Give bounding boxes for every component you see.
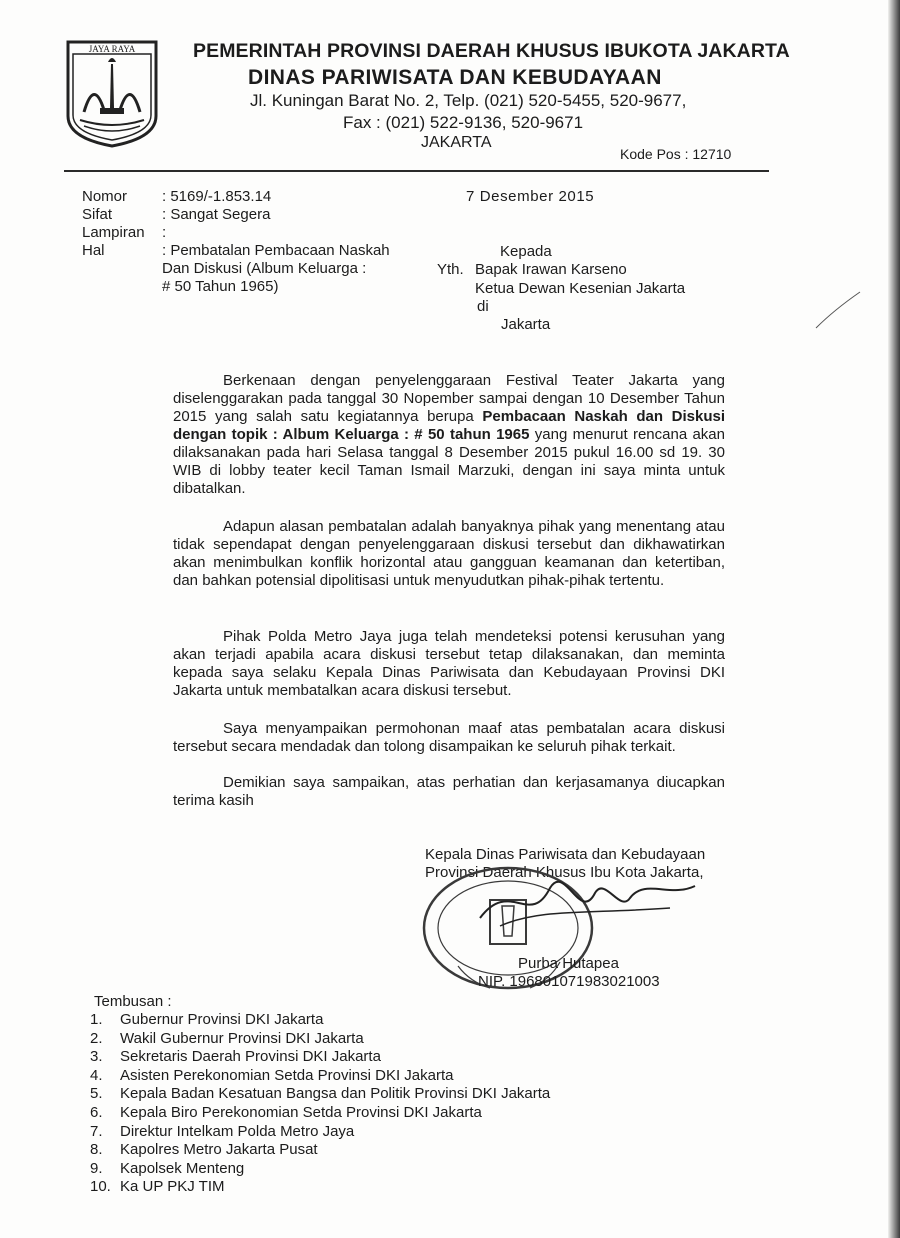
tembusan-item-text: Kepala Biro Perekonomian Setda Provinsi DKI Jakarta (120, 1103, 482, 1121)
tembusan-item (90, 1123, 550, 1142)
tembusan-item-number: 5. (90, 1085, 103, 1103)
meta-value-lampiran: : (162, 224, 167, 241)
tembusan-item-text: Gubernur Provinsi DKI Jakarta (120, 1011, 324, 1028)
tembusan-item (90, 1011, 550, 1030)
recipient-name: Bapak Irawan Karseno (475, 261, 627, 278)
meta-value-hal: : Pembatalan Pembacaan Naskah Dan Diskusi (Album Keluarga : # 50 Tahun 1965) (162, 242, 390, 295)
meta-value-sifat: : Sangat Segera (162, 206, 271, 223)
tembusan-item (90, 1030, 550, 1049)
tembusan-item-number: 8. (90, 1141, 103, 1159)
recipient-city: Jakarta (501, 316, 551, 333)
tembusan-item-text: Kepala Badan Kesatuan Bangsa dan Politik Provinsi DKI Jakarta (120, 1085, 551, 1103)
text-run: Berkenaan dengan penyelenggaraan Festival Teater Jakarta yang diselenggarakan pada tanggal 30 Nopember sampai dengan 10 Desember Tahun 2015 yang salah satu kegiatannya berupa (173, 372, 725, 425)
jakarta-emblem-icon (64, 38, 160, 148)
meta-label-sifat: Sifat (82, 206, 113, 223)
letterhead-address: Jl. Kuningan Barat No. 2, Telp. (021) 520-5455, 520-9677, (250, 91, 687, 110)
recipient-kepada: Kepada (500, 243, 552, 260)
tembusan-item-number: 3. (90, 1048, 103, 1066)
bold-text-run: Pembacaan Naskah dan Diskusi dengan topik : Album Keluarga : # 50 tahun 1965 (173, 408, 725, 443)
tembusan-item (90, 1141, 550, 1160)
tembusan-item-number: 9. (90, 1159, 103, 1177)
handwritten-signature-icon (470, 868, 700, 938)
tembusan-item-number: 6. (90, 1103, 103, 1121)
text-run: Adapun alasan pembatalan adalah banyaknya pihak yang menentang atau tidak sependapat dengan penyelenggaraan diskusi tersebut dan dikhawatirkan akan menimbulkan konflik horizontal atau gangguan keamanan dan ketertiban, dan bahkan potensial dipolitisasi untuk menyudutkan pihak-pihak tertentu. (173, 518, 725, 589)
tembusan-item-text: Direktur Intelkam Polda Metro Jaya (120, 1122, 355, 1140)
tembusan-item-text: Wakil Gubernur Provinsi DKI Jakarta (120, 1029, 364, 1047)
meta-value-nomor: : 5169/-1.853.14 (162, 188, 272, 205)
recipient-title: Ketua Dewan Kesenian Jakarta (475, 280, 686, 297)
letterhead-postal-code: Kode Pos : 12710 (620, 146, 732, 162)
recipient-di: di (477, 298, 489, 315)
letterhead-divider (64, 170, 769, 172)
tembusan-item-text: Kapolsek Menteng (120, 1159, 245, 1177)
tembusan-item-number: 10. (90, 1178, 111, 1196)
body-paragraph (173, 372, 725, 498)
body-paragraph (173, 720, 725, 756)
tembusan-item (90, 1048, 550, 1067)
tembusan-item-number: 4. (90, 1066, 103, 1084)
letter-date: 7 Desember 2015 (466, 188, 595, 205)
tembusan-item-text: Kapolres Metro Jakarta Pusat (120, 1141, 318, 1159)
signature-position-line2: Provinsi Daerah Khusus Ibu Kota Jakarta, (425, 864, 704, 881)
letterhead-agency: DINAS PARIWISATA DAN KEBUDAYAAN (248, 66, 662, 89)
tembusan-item-text: Asisten Perekonomian Setda Provinsi DKI Jakarta (120, 1066, 454, 1084)
letterhead-fax: Fax : (021) 522-9136, 520-9671 (343, 113, 584, 132)
signature-position-line1: Kepala Dinas Pariwisata dan Kebudayaan (425, 846, 706, 863)
tembusan-item (90, 1104, 550, 1123)
emblem-text: JAYA RAYA (88, 44, 136, 54)
meta-label-nomor: Nomor (82, 188, 128, 205)
tembusan-item-number: 1. (90, 1011, 103, 1028)
tembusan-item (90, 1160, 550, 1179)
tembusan-item (90, 1085, 550, 1104)
tembusan-list (90, 1011, 550, 1197)
text-run: yang menurut rencana akan dilaksanakan pada hari Selasa tanggal 8 Desember 2015 pukul 16.00 sd 19. 30 WIB di lobby teater kecil Taman Ismail Marzuki, dengan ini saya minta untuk dibatalkan. (173, 426, 725, 497)
tembusan-item-text: Sekretaris Daerah Provinsi DKI Jakarta (120, 1048, 381, 1066)
tembusan-item-number: 7. (90, 1122, 103, 1140)
meta-label-lampiran: Lampiran (82, 224, 145, 241)
tembusan-item-number: 2. (90, 1029, 103, 1047)
page-edge-shadow (888, 0, 900, 1238)
tembusan-item-text: Ka UP PKJ TIM (120, 1178, 225, 1196)
stray-pen-mark (814, 290, 864, 330)
body-paragraph (173, 774, 725, 810)
body-paragraph (173, 628, 725, 700)
letterhead-city: JAKARTA (421, 134, 492, 151)
recipient-yth: Yth. (437, 261, 464, 278)
letterhead-government: PEMERINTAH PROVINSI DAERAH KHUSUS IBUKOTA JAKARTA (193, 40, 790, 62)
text-run: Saya menyampaikan permohonan maaf atas pembatalan acara diskusi tersebut secara mendadak dan tolong disampaikan ke seluruh pihak terkait. (173, 720, 725, 755)
text-run: Pihak Polda Metro Jaya juga telah mendeteksi potensi kerusuhan yang akan terjadi apabila acara diskusi tersebut tetap dilaksanakan, dan meminta kepada saya selaku Kepala Dinas Pariwisata dan Kebudayaan Provinsi DKI Jakarta untuk membatalkan acara diskusi tersebut. (173, 628, 725, 699)
tembusan-item (90, 1178, 550, 1197)
body-paragraph (173, 518, 725, 590)
tembusan-title: Tembusan : (94, 993, 172, 1010)
signatory-nip: NIP. 196801071983021003 (478, 973, 660, 990)
meta-label-hal: Hal (82, 242, 105, 259)
text-run: Demikian saya sampaikan, atas perhatian dan kerjasamanya diucapkan terima kasih (173, 774, 725, 809)
tembusan-item (90, 1067, 550, 1086)
signatory-name: Purba Hutapea (518, 955, 619, 972)
